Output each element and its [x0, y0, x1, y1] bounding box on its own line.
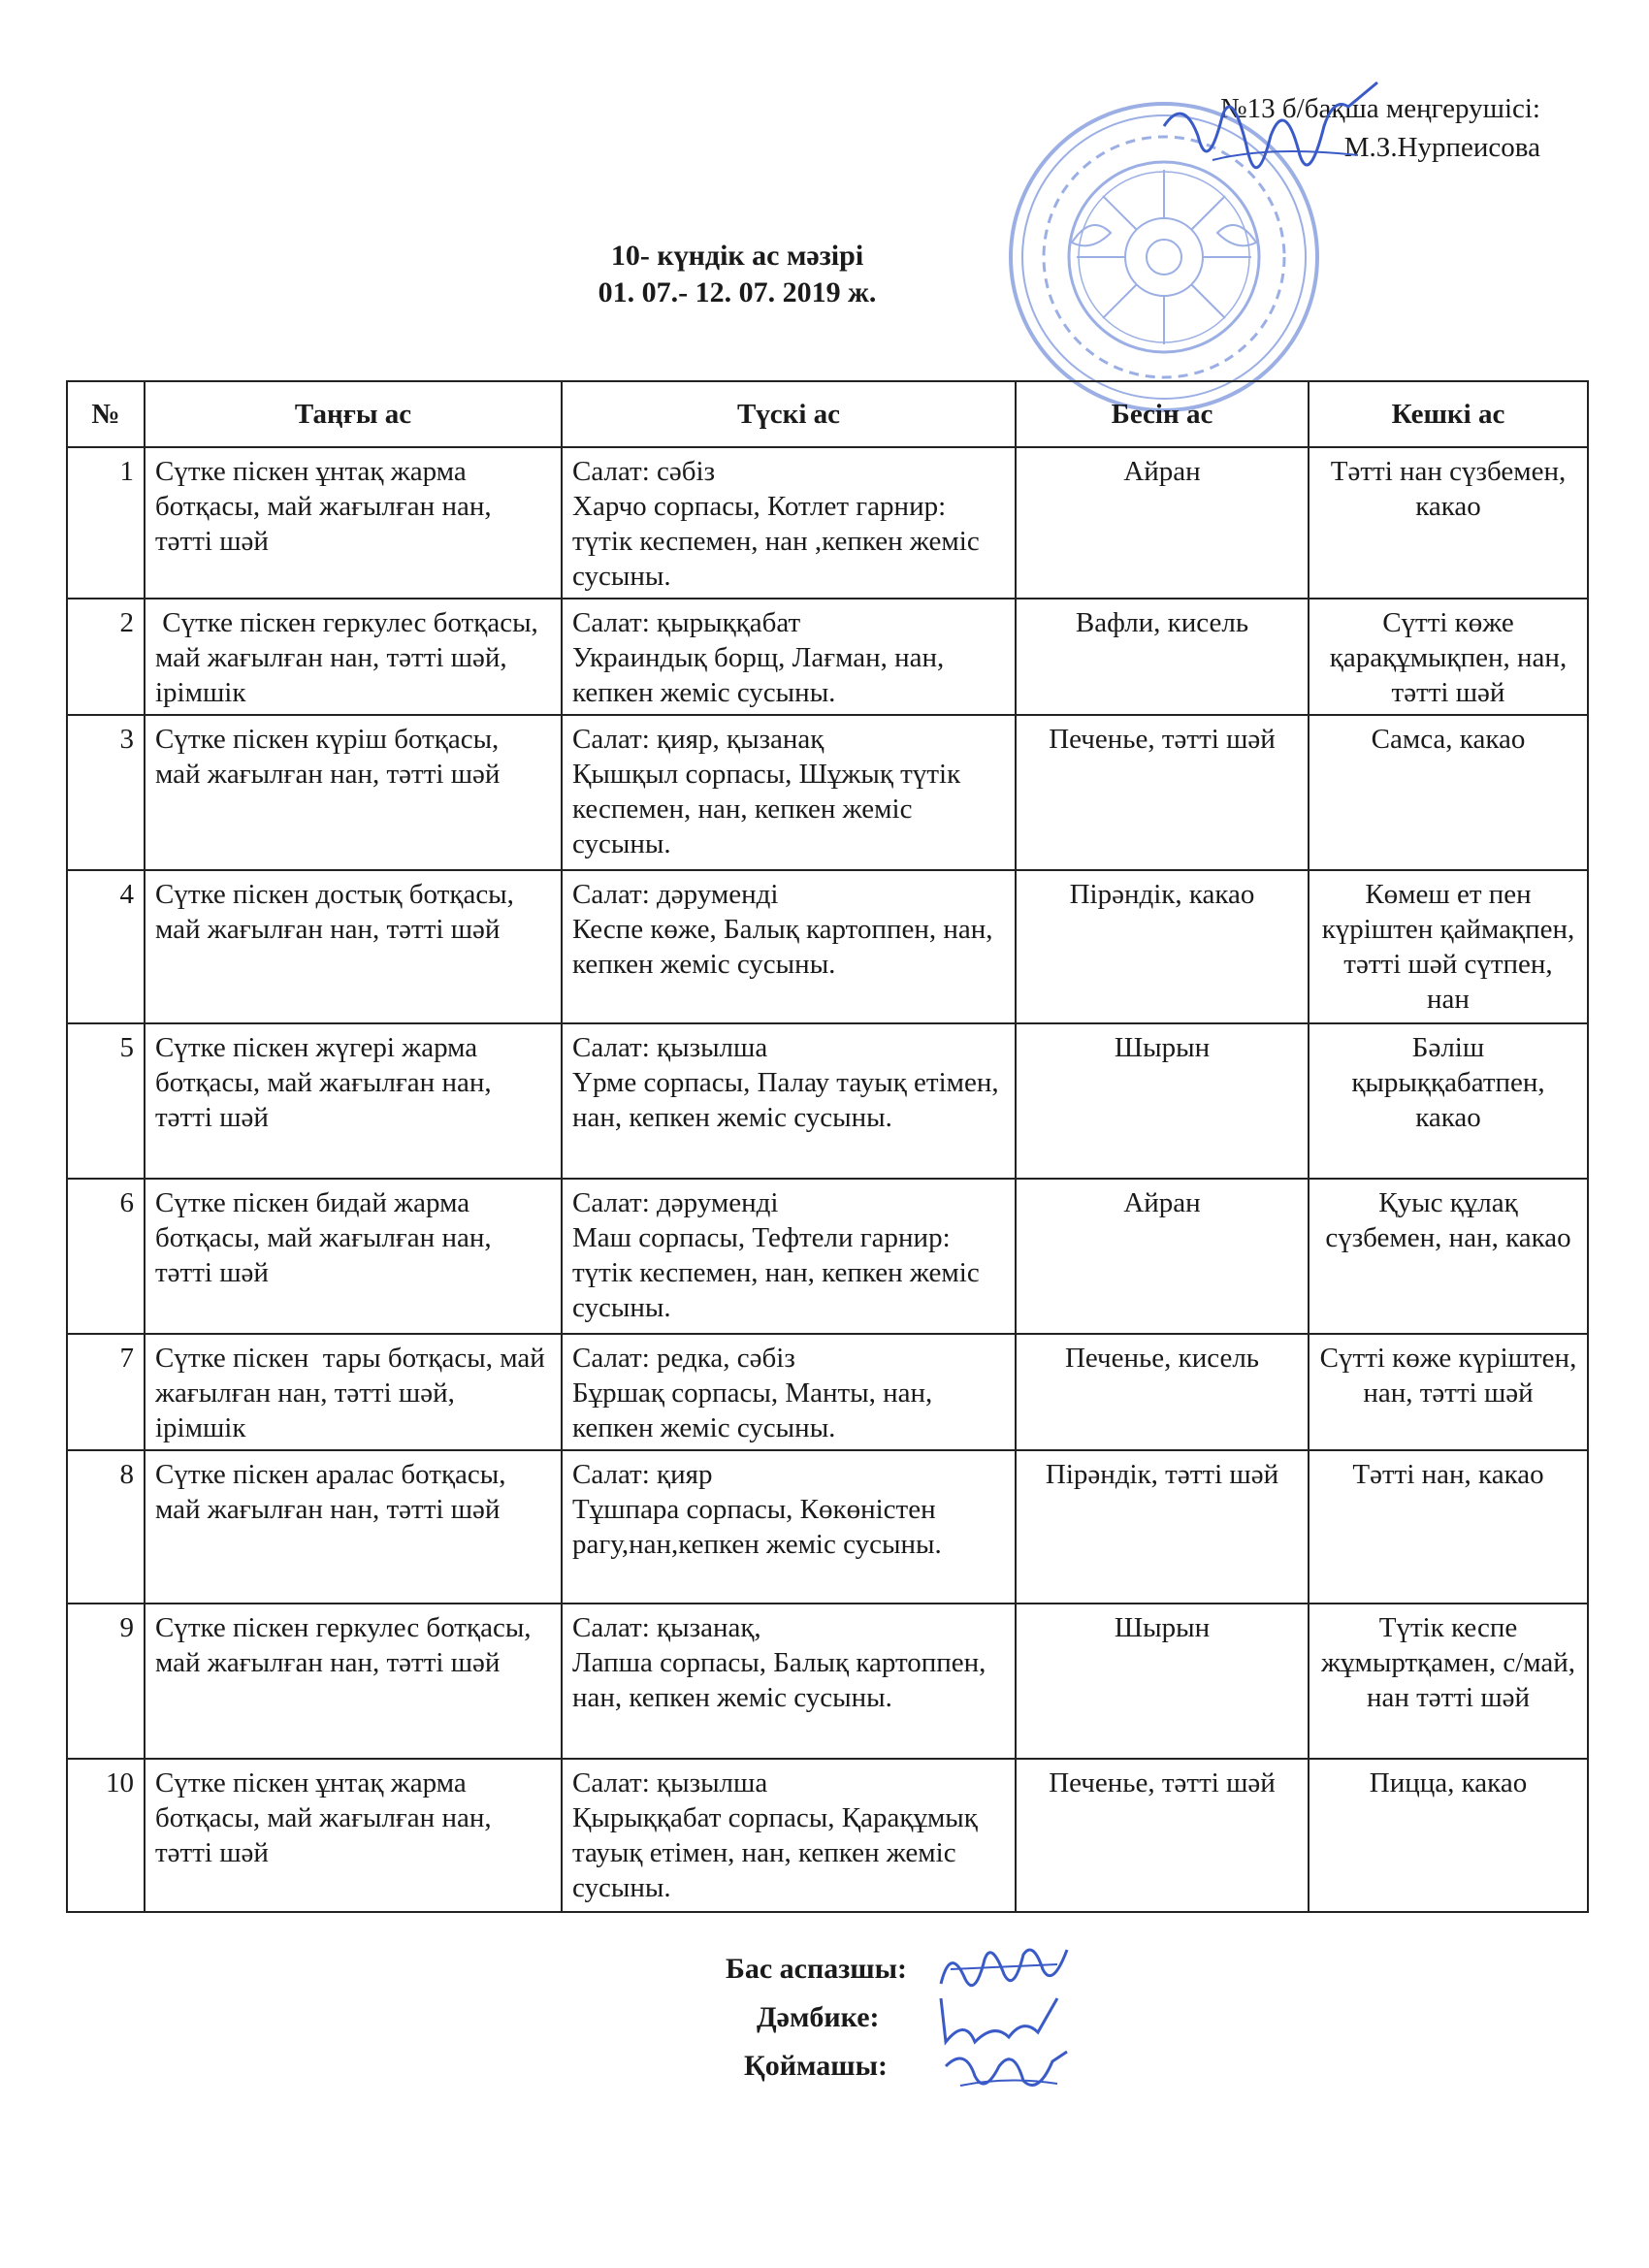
header-snack: Бесін ас [1016, 381, 1309, 447]
dinner-cell: Қуыс құлақ сүзбемен, нан, какао [1309, 1179, 1588, 1334]
table-row [67, 447, 1588, 599]
chef-label: Бас аспазшы: [726, 1953, 908, 1985]
row-number: 9 [67, 1604, 145, 1759]
snack-cell: Вафли, кисель [1016, 599, 1309, 715]
cook-label: Дәмбике: [757, 2001, 880, 2033]
dinner-cell: Пицца, какао [1309, 1759, 1588, 1912]
snack-cell: Печенье, тәтті шәй [1016, 1759, 1309, 1912]
snack-cell: Шырын [1016, 1604, 1309, 1759]
snack-cell: Пірәндік, тәтті шәй [1016, 1450, 1309, 1604]
dinner-cell: Тәтті нан сүзбемен, какао [1309, 447, 1588, 599]
title-line-2: 01. 07.- 12. 07. 2019 ж. [598, 276, 877, 308]
title-line-1: 10- күндік ас мәзірі [610, 240, 864, 272]
row-number: 2 [67, 599, 145, 715]
row-number: 10 [67, 1759, 145, 1912]
row-number: 6 [67, 1179, 145, 1334]
row-number: 1 [67, 447, 145, 599]
table-row [67, 870, 1588, 1023]
lunch-cell: Салат: редка, сәбіз Бұршақ сорпасы, Манты, нан, кепкен жеміс сусыны. [562, 1334, 1016, 1450]
menu-table [66, 380, 1589, 1913]
row-number: 3 [67, 715, 145, 870]
header-number: № [67, 381, 145, 447]
lunch-cell: Салат: қызанақ, Лапша сорпасы, Балық картоппен, нан, кепкен жеміс сусыны. [562, 1604, 1016, 1759]
lunch-cell: Салат: қырыққабат Украиндық борщ, Лағман, нан, кепкен жеміс сусыны. [562, 599, 1016, 715]
breakfast-cell: Сүтке піскен достық ботқасы, май жағылған нан, тәтті шәй [145, 870, 562, 1023]
snack-cell: Печенье, кисель [1016, 1334, 1309, 1450]
approval-position: №13 б/бақша меңгерушісі: [1219, 93, 1540, 124]
snack-cell: Айран [1016, 1179, 1309, 1334]
lunch-cell: Салат: қызылша Үрме сорпасы, Палау тауық етімен, нан, кепкен жеміс сусыны. [562, 1023, 1016, 1179]
breakfast-cell: Сүтке піскен геркулес ботқасы, май жағылған нан, тәтті шәй [145, 1604, 562, 1759]
dinner-cell: Түтік кеспе жұмыртқамен, с/май, нан тәтті шәй [1309, 1604, 1588, 1759]
table-row [67, 1450, 1588, 1604]
row-number: 5 [67, 1023, 145, 1179]
dinner-cell: Бәліш қырыққабатпен, какао [1309, 1023, 1588, 1179]
approval-name: М.З.Нурпеисова [1343, 132, 1540, 163]
header-dinner: Кешкі ас [1309, 381, 1588, 447]
dinner-cell: Сүтті көже күріштен, нан, тәтті шәй [1309, 1334, 1588, 1450]
dinner-cell: Көмеш ет пен күріштен қаймақпен, тәтті шәй сүтпен, нан [1309, 870, 1588, 1023]
header-breakfast: Таңғы ас [145, 381, 562, 447]
breakfast-cell: Сүтке піскен тары ботқасы, май жағылған нан, тәтті шәй, ірімшік [145, 1334, 562, 1450]
table-row [67, 1179, 1588, 1334]
breakfast-cell: Сүтке піскен ұнтақ жарма ботқасы, май жағылған нан, тәтті шәй [145, 447, 562, 599]
head-signature [1154, 68, 1387, 213]
dinner-cell: Сүтті көже қарақұмықпен, нан, тәтті шәй [1309, 599, 1588, 715]
lunch-cell: Салат: сәбіз Харчо сорпасы, Котлет гарнир: түтік кеспемен, нан ,кепкен жеміс сусыны. [562, 447, 1016, 599]
table-row [67, 1759, 1588, 1912]
table-row [67, 1023, 1588, 1179]
header-lunch: Түскі ас [562, 381, 1016, 447]
breakfast-cell: Сүтке піскен аралас ботқасы, май жағылған нан, тәтті шәй [145, 1450, 562, 1604]
lunch-cell: Салат: қияр Тұшпара сорпасы, Көкөністен рагу,нан,кепкен жеміс сусыны. [562, 1450, 1016, 1604]
table-row [67, 599, 1588, 715]
snack-cell: Шырын [1016, 1023, 1309, 1179]
lunch-cell: Салат: дәруменді Маш сорпасы, Тефтели гарнир: түтік кеспемен, нан, кепкен жеміс сусыны. [562, 1179, 1016, 1334]
breakfast-cell: Сүтке піскен жүгері жарма ботқасы, май жағылған нан, тәтті шәй [145, 1023, 562, 1179]
lunch-cell: Салат: қызылша Қырыққабат сорпасы, Қарақұмық тауық етімен, нан, кепкен жеміс сусыны. [562, 1759, 1016, 1912]
storekeeper-label: Қоймашы: [744, 2050, 889, 2082]
table-row [67, 1334, 1588, 1450]
document-title [0, 238, 1649, 311]
row-number: 8 [67, 1450, 145, 1604]
breakfast-cell: Сүтке піскен күріш ботқасы, май жағылған нан, тәтті шәй [145, 715, 562, 870]
table-row [67, 1604, 1588, 1759]
breakfast-cell: Сүтке піскен геркулес ботқасы, май жағылған нан, тәтті шәй, ірімшік [145, 599, 562, 715]
dinner-cell: Самса, какао [1309, 715, 1588, 870]
breakfast-cell: Сүтке піскен ұнтақ жарма ботқасы, май жағылған нан, тәтті шәй [145, 1759, 562, 1912]
row-number: 4 [67, 870, 145, 1023]
storekeeper-signature [931, 2037, 1077, 2105]
snack-cell: Пірәндік, какао [1016, 870, 1309, 1023]
lunch-cell: Салат: дәруменді Кеспе көже, Балық картоппен, нан, кепкен жеміс сусыны. [562, 870, 1016, 1023]
snack-cell: Печенье, тәтті шәй [1016, 715, 1309, 870]
lunch-cell: Салат: қияр, қызанақ Қышқыл сорпасы, Шұжық түтік кеспемен, нан, кепкен жеміс сусыны. [562, 715, 1016, 870]
snack-cell: Айран [1016, 447, 1309, 599]
dinner-cell: Тәтті нан, какао [1309, 1450, 1588, 1604]
row-number: 7 [67, 1334, 145, 1450]
table-row [67, 715, 1588, 870]
table-header-row [67, 381, 1588, 447]
breakfast-cell: Сүтке піскен бидай жарма ботқасы, май жағылған нан, тәтті шәй [145, 1179, 562, 1334]
